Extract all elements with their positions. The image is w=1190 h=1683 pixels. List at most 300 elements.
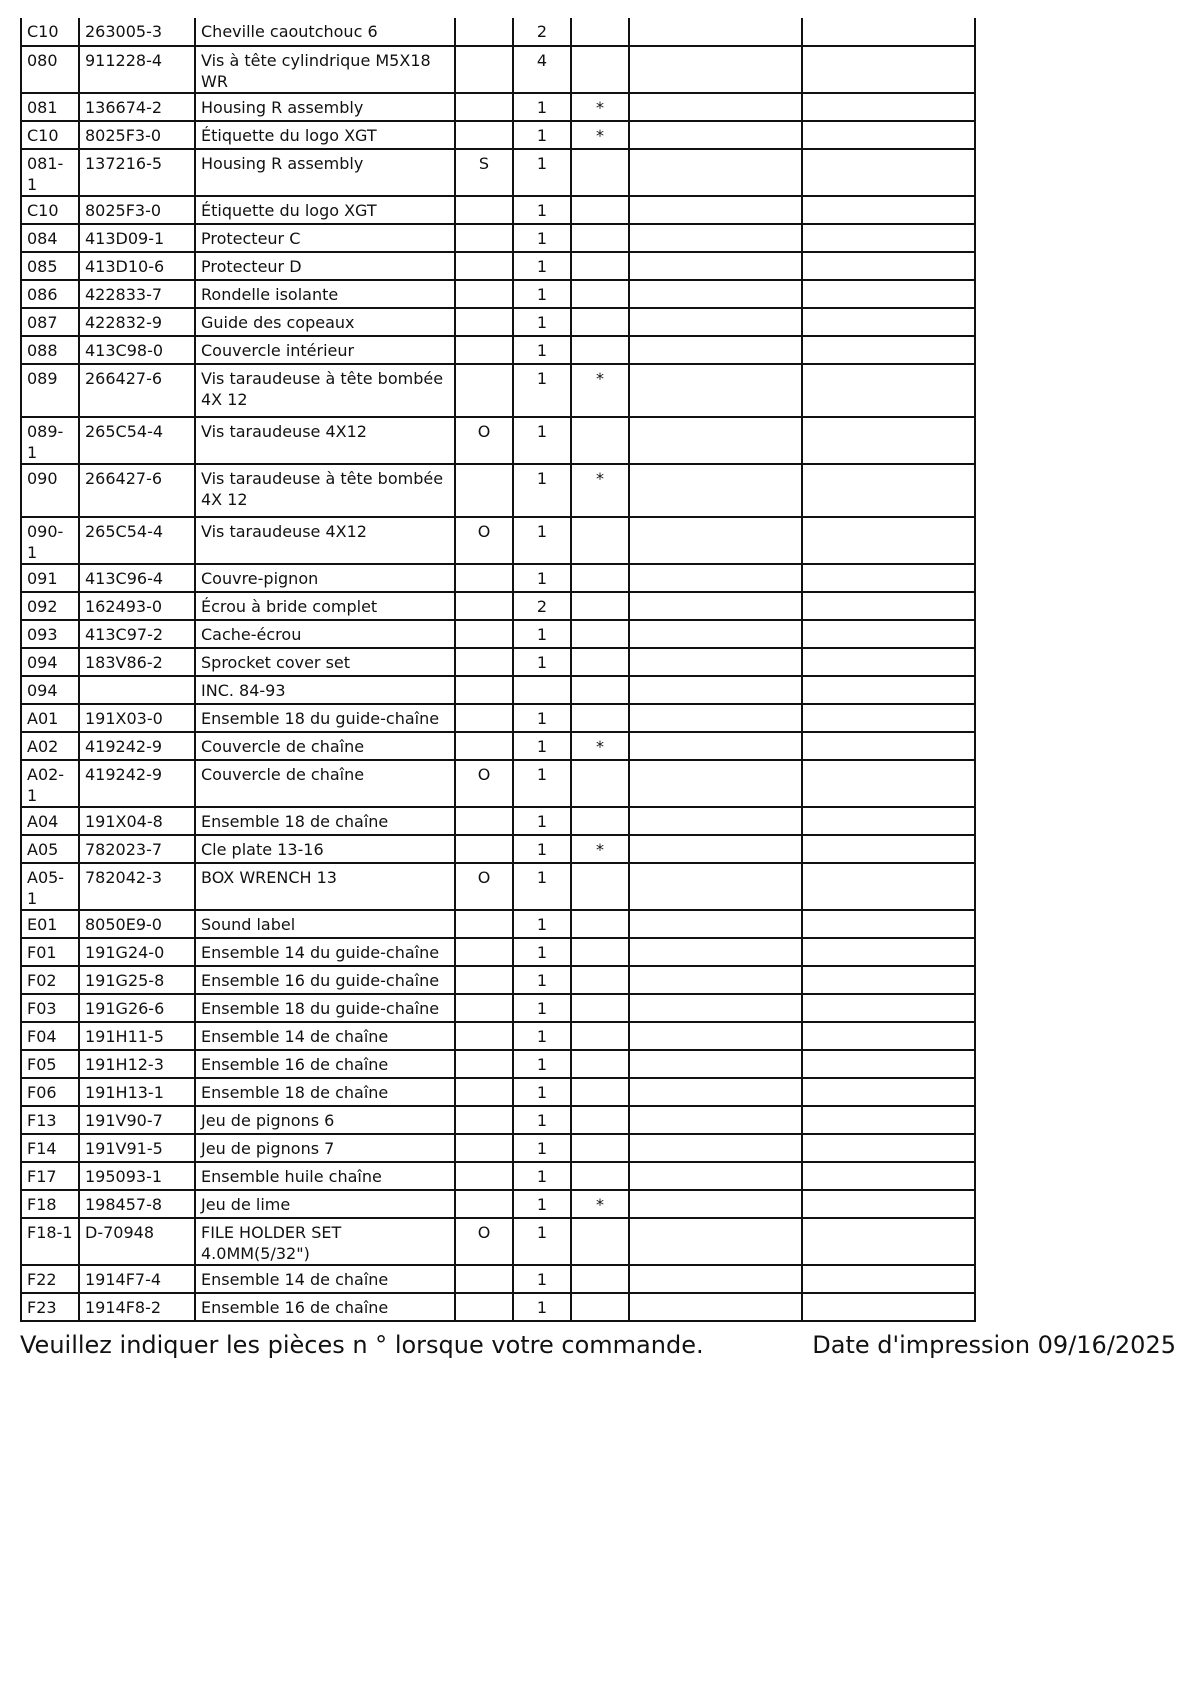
blank-cell [802,517,975,564]
table-row [21,1293,975,1321]
table-row [21,464,975,517]
quantity-cell: 1 [513,760,571,807]
description-cell: INC. 84-93 [195,676,455,704]
item-number-cell: F02 [21,966,79,994]
quantity-cell: 1 [513,280,571,308]
item-number-cell: 089 [21,364,79,417]
quantity-cell: 1 [513,464,571,517]
part-number-cell: 263005-3 [79,18,195,46]
code-cell [455,93,513,121]
quantity-cell: 1 [513,121,571,149]
table-row [21,18,975,46]
blank-cell [802,592,975,620]
item-number-cell: 091 [21,564,79,592]
description-cell: Ensemble huile chaîne [195,1162,455,1190]
blank-cell [802,1265,975,1293]
note-cell [571,149,629,196]
part-number-cell: 191G26-6 [79,994,195,1022]
order-instruction-note: Veuillez indiquer les pièces n ° lorsque votre commande. [20,1331,704,1359]
code-cell: O [455,863,513,910]
code-cell [455,46,513,93]
code-cell [455,196,513,224]
description-cell: Cache-écrou [195,620,455,648]
note-cell [571,1050,629,1078]
blank-cell [802,676,975,704]
item-number-cell: A02-1 [21,760,79,807]
blank-cell [802,648,975,676]
item-number-cell: 092 [21,592,79,620]
code-cell [455,1293,513,1321]
blank-cell [802,18,975,46]
note-cell [571,517,629,564]
blank-cell [629,224,802,252]
quantity-cell: 1 [513,1134,571,1162]
parts-table [20,18,976,1322]
quantity-cell: 1 [513,1218,571,1265]
quantity-cell: 1 [513,910,571,938]
blank-cell [629,121,802,149]
note-cell: * [571,835,629,863]
note-cell [571,648,629,676]
table-row [21,704,975,732]
item-number-cell: C10 [21,18,79,46]
code-cell: O [455,760,513,807]
part-number-cell: 191V90-7 [79,1106,195,1134]
note-cell [571,910,629,938]
description-cell: Protecteur D [195,252,455,280]
note-cell [571,966,629,994]
item-number-cell: A02 [21,732,79,760]
table-row [21,648,975,676]
table-row [21,336,975,364]
blank-cell [629,676,802,704]
code-cell [455,592,513,620]
part-number-cell: 191G25-8 [79,966,195,994]
blank-cell [802,760,975,807]
blank-cell [802,564,975,592]
note-cell [571,1134,629,1162]
blank-cell [802,93,975,121]
part-number-cell: 8050E9-0 [79,910,195,938]
item-number-cell: 094 [21,676,79,704]
code-cell [455,564,513,592]
description-cell: FILE HOLDER SET 4.0MM(5/32") [195,1218,455,1265]
part-number-cell: 183V86-2 [79,648,195,676]
item-number-cell: F05 [21,1050,79,1078]
quantity-cell: 1 [513,93,571,121]
description-cell: Sprocket cover set [195,648,455,676]
description-cell: Vis taraudeuse 4X12 [195,417,455,464]
description-cell: Écrou à bride complet [195,592,455,620]
item-number-cell: C10 [21,196,79,224]
part-number-cell: 266427-6 [79,464,195,517]
blank-cell [629,863,802,910]
code-cell: S [455,149,513,196]
table-row [21,807,975,835]
code-cell [455,1162,513,1190]
part-number-cell: 1914F7-4 [79,1265,195,1293]
note-cell [571,308,629,336]
note-cell [571,196,629,224]
blank-cell [802,308,975,336]
note-cell [571,620,629,648]
code-cell [455,1078,513,1106]
quantity-cell: 4 [513,46,571,93]
part-number-cell: 419242-9 [79,732,195,760]
item-number-cell: 081 [21,93,79,121]
note-cell: * [571,464,629,517]
blank-cell [802,966,975,994]
table-row [21,364,975,417]
blank-cell [629,994,802,1022]
code-cell: O [455,517,513,564]
blank-cell [802,224,975,252]
blank-cell [629,308,802,336]
item-number-cell: A05 [21,835,79,863]
part-number-cell: 8025F3-0 [79,121,195,149]
part-number-cell: 413C97-2 [79,620,195,648]
description-cell: Jeu de pignons 6 [195,1106,455,1134]
table-row [21,93,975,121]
part-number-cell: 265C54-4 [79,417,195,464]
table-row [21,1134,975,1162]
note-cell [571,1293,629,1321]
item-number-cell: 085 [21,252,79,280]
description-cell: Rondelle isolante [195,280,455,308]
code-cell [455,1022,513,1050]
blank-cell [802,1106,975,1134]
code-cell [455,308,513,336]
quantity-cell: 1 [513,966,571,994]
part-number-cell: D-70948 [79,1218,195,1265]
note-cell [571,1078,629,1106]
part-number-cell: 422833-7 [79,280,195,308]
item-number-cell: 087 [21,308,79,336]
note-cell [571,1265,629,1293]
description-cell: Housing R assembly [195,149,455,196]
table-row [21,994,975,1022]
blank-cell [802,938,975,966]
note-cell [571,1162,629,1190]
code-cell [455,252,513,280]
note-cell [571,704,629,732]
blank-cell [802,121,975,149]
table-row [21,517,975,564]
code-cell [455,18,513,46]
note-cell [571,564,629,592]
note-cell [571,280,629,308]
blank-cell [802,910,975,938]
blank-cell [629,1265,802,1293]
blank-cell [629,564,802,592]
quantity-cell: 1 [513,732,571,760]
description-cell: Ensemble 14 de chaîne [195,1022,455,1050]
quantity-cell: 1 [513,994,571,1022]
item-number-cell: A04 [21,807,79,835]
part-number-cell: 137216-5 [79,149,195,196]
quantity-cell: 2 [513,18,571,46]
part-number-cell [79,676,195,704]
quantity-cell: 1 [513,336,571,364]
quantity-cell: 1 [513,149,571,196]
table-row [21,732,975,760]
code-cell: O [455,1218,513,1265]
note-cell: * [571,1190,629,1218]
part-number-cell: 191H11-5 [79,1022,195,1050]
table-row [21,835,975,863]
part-number-cell: 782023-7 [79,835,195,863]
item-number-cell: F13 [21,1106,79,1134]
code-cell [455,121,513,149]
code-cell [455,704,513,732]
print-date: Date d'impression 09/16/2025 [812,1331,1176,1359]
blank-cell [802,732,975,760]
item-number-cell: F06 [21,1078,79,1106]
code-cell [455,1190,513,1218]
code-cell [455,224,513,252]
table-row [21,592,975,620]
table-row [21,1218,975,1265]
code-cell [455,620,513,648]
quantity-cell: 1 [513,704,571,732]
code-cell [455,910,513,938]
table-row [21,308,975,336]
quantity-cell: 1 [513,648,571,676]
table-row [21,910,975,938]
code-cell [455,676,513,704]
quantity-cell: 1 [513,1293,571,1321]
code-cell [455,732,513,760]
blank-cell [802,417,975,464]
blank-cell [802,704,975,732]
quantity-cell: 1 [513,564,571,592]
blank-cell [629,732,802,760]
blank-cell [629,417,802,464]
item-number-cell: 081-1 [21,149,79,196]
description-cell: Protecteur C [195,224,455,252]
blank-cell [802,464,975,517]
blank-cell [802,620,975,648]
part-number-cell: 191X03-0 [79,704,195,732]
quantity-cell: 1 [513,807,571,835]
blank-cell [802,149,975,196]
table-row [21,1022,975,1050]
description-cell: Jeu de lime [195,1190,455,1218]
code-cell [455,648,513,676]
blank-cell [629,149,802,196]
note-cell [571,336,629,364]
description-cell: Ensemble 16 du guide-chaîne [195,966,455,994]
description-cell: Ensemble 18 du guide-chaîne [195,994,455,1022]
part-number-cell: 413C96-4 [79,564,195,592]
blank-cell [629,1022,802,1050]
quantity-cell: 1 [513,1265,571,1293]
quantity-cell: 1 [513,1050,571,1078]
code-cell [455,1106,513,1134]
part-number-cell: 413D10-6 [79,252,195,280]
description-cell: Ensemble 18 de chaîne [195,1078,455,1106]
item-number-cell: F23 [21,1293,79,1321]
item-number-cell: F01 [21,938,79,966]
code-cell [455,835,513,863]
description-cell: Vis taraudeuse 4X12 [195,517,455,564]
table-row [21,966,975,994]
item-number-cell: F17 [21,1162,79,1190]
item-number-cell: 080 [21,46,79,93]
blank-cell [802,1162,975,1190]
table-row [21,224,975,252]
blank-cell [629,760,802,807]
part-number-cell: 162493-0 [79,592,195,620]
code-cell [455,807,513,835]
quantity-cell: 1 [513,364,571,417]
note-cell [571,18,629,46]
table-row [21,1106,975,1134]
note-cell: * [571,364,629,417]
note-cell [571,417,629,464]
description-cell: Vis taraudeuse à tête bombée 4X 12 [195,364,455,417]
blank-cell [629,1050,802,1078]
blank-cell [629,620,802,648]
table-row [21,1162,975,1190]
blank-cell [629,1218,802,1265]
quantity-cell: 1 [513,1106,571,1134]
item-number-cell: 084 [21,224,79,252]
part-number-cell: 136674-2 [79,93,195,121]
code-cell [455,364,513,417]
blank-cell [629,336,802,364]
table-row [21,676,975,704]
blank-cell [629,1134,802,1162]
description-cell: Housing R assembly [195,93,455,121]
table-row [21,1050,975,1078]
blank-cell [802,1078,975,1106]
code-cell [455,280,513,308]
quantity-cell: 2 [513,592,571,620]
part-number-cell: 422832-9 [79,308,195,336]
blank-cell [629,966,802,994]
part-number-cell: 265C54-4 [79,517,195,564]
blank-cell [629,648,802,676]
description-cell: Sound label [195,910,455,938]
description-cell: Cheville caoutchouc 6 [195,18,455,46]
blank-cell [802,252,975,280]
description-cell: Couvercle de chaîne [195,732,455,760]
description-cell: Cle plate 13-16 [195,835,455,863]
description-cell: Guide des copeaux [195,308,455,336]
note-cell [571,807,629,835]
table-row [21,252,975,280]
note-cell [571,676,629,704]
part-number-cell: 198457-8 [79,1190,195,1218]
note-cell [571,1022,629,1050]
table-row [21,121,975,149]
part-number-cell: 8025F3-0 [79,196,195,224]
item-number-cell: 090 [21,464,79,517]
description-cell: Étiquette du logo XGT [195,121,455,149]
blank-cell [629,93,802,121]
table-row [21,938,975,966]
part-number-cell: 782042-3 [79,863,195,910]
blank-cell [629,364,802,417]
part-number-cell: 191H12-3 [79,1050,195,1078]
quantity-cell: 1 [513,863,571,910]
item-number-cell: 090-1 [21,517,79,564]
blank-cell [802,1134,975,1162]
description-cell: Ensemble 14 du guide-chaîne [195,938,455,966]
table-row [21,863,975,910]
code-cell [455,938,513,966]
code-cell [455,994,513,1022]
table-row [21,760,975,807]
table-row [21,1265,975,1293]
table-row [21,1190,975,1218]
blank-cell [802,1218,975,1265]
table-row [21,280,975,308]
note-cell [571,252,629,280]
quantity-cell: 1 [513,224,571,252]
quantity-cell: 1 [513,938,571,966]
blank-cell [629,704,802,732]
blank-cell [629,196,802,224]
quantity-cell: 1 [513,1078,571,1106]
description-cell: Couvercle intérieur [195,336,455,364]
item-number-cell: 093 [21,620,79,648]
table-row [21,417,975,464]
description-cell: Étiquette du logo XGT [195,196,455,224]
code-cell [455,966,513,994]
part-number-cell: 1914F8-2 [79,1293,195,1321]
description-cell: Vis taraudeuse à tête bombée 4X 12 [195,464,455,517]
code-cell [455,1265,513,1293]
description-cell: Ensemble 16 de chaîne [195,1050,455,1078]
quantity-cell: 1 [513,196,571,224]
table-row [21,620,975,648]
description-cell: Vis à tête cylindrique M5X18 WR [195,46,455,93]
description-cell: Ensemble 18 de chaîne [195,807,455,835]
note-cell: * [571,732,629,760]
blank-cell [802,835,975,863]
part-number-cell: 191X04-8 [79,807,195,835]
table-row [21,46,975,93]
code-cell [455,1050,513,1078]
description-cell: BOX WRENCH 13 [195,863,455,910]
blank-cell [802,1190,975,1218]
blank-cell [629,18,802,46]
blank-cell [629,1106,802,1134]
blank-cell [629,938,802,966]
item-number-cell: A01 [21,704,79,732]
quantity-cell: 1 [513,517,571,564]
blank-cell [629,464,802,517]
note-cell [571,994,629,1022]
quantity-cell: 1 [513,1022,571,1050]
blank-cell [629,592,802,620]
item-number-cell: A05-1 [21,863,79,910]
description-cell: Ensemble 14 de chaîne [195,1265,455,1293]
blank-cell [629,252,802,280]
table-row [21,564,975,592]
item-number-cell: F22 [21,1265,79,1293]
note-cell: * [571,121,629,149]
item-number-cell: 086 [21,280,79,308]
item-number-cell: 094 [21,648,79,676]
quantity-cell: 1 [513,417,571,464]
table-row [21,196,975,224]
part-number-cell: 191H13-1 [79,1078,195,1106]
blank-cell [802,807,975,835]
blank-cell [629,517,802,564]
